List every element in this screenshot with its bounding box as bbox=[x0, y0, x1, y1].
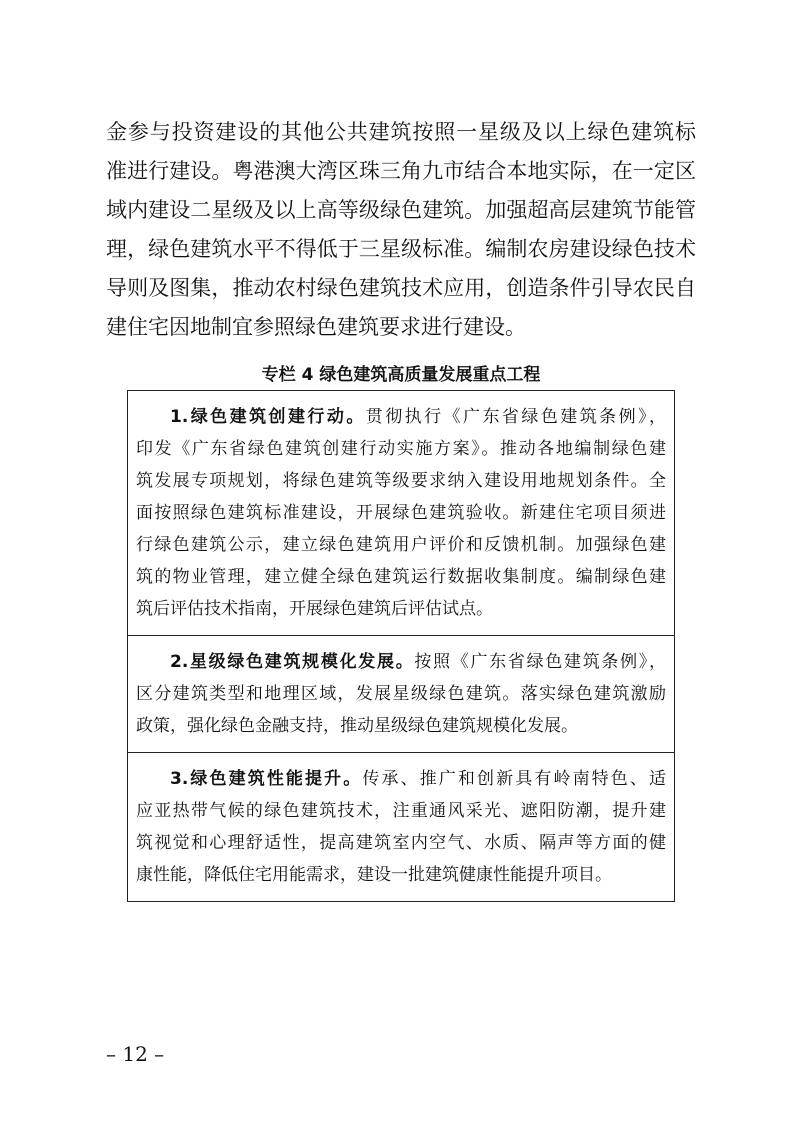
body-line: 建住宅因地制宜参照绿色建筑要求进行建设。 bbox=[106, 315, 526, 339]
box-item-line: 筑视觉和心理舒适性，提高建筑室内空气、水质、隔声等方面的健 bbox=[136, 833, 666, 853]
body-line: 域内建设二星级及以上高等级绿色建筑。加强超高层建筑节能管 bbox=[106, 198, 696, 222]
body-line: 导则及图集，推动农村绿色建筑技术应用，创造条件引导农民自 bbox=[106, 276, 696, 300]
body-paragraph bbox=[106, 113, 696, 347]
box-item-line: 筑的物业管理，建立健全绿色建筑运行数据收集制度。编制绿色建 bbox=[136, 567, 666, 587]
box-item-line: 应亚热带气候的绿色建筑技术，注重通风采光、遮阳防潮，提升建 bbox=[136, 801, 666, 821]
box-item-heading: 1.绿色建筑创建行动。 bbox=[170, 407, 366, 427]
body-line: 理，绿色建筑水平不得低于三星级标准。编制农房建设绿色技术 bbox=[106, 237, 696, 261]
box-item-heading: 3.绿色建筑性能提升。 bbox=[170, 769, 363, 789]
box-item-text: 按照《广东省绿色建筑条例》， bbox=[414, 652, 666, 672]
box-item-line: 行绿色建筑公示，建立绿色建筑用户评价和反馈机制。加强绿色建 bbox=[136, 535, 666, 555]
box-item-line: 筑后评估技术指南，开展绿色建筑后评估试点。 bbox=[136, 599, 493, 619]
box-title: 专栏 4 绿色建筑高质量发展重点工程 bbox=[261, 365, 541, 385]
box-item-line: 康性能，降低住宅用能需求，建设一批建筑健康性能提升项目。 bbox=[136, 865, 612, 885]
box-item-first-line bbox=[136, 401, 666, 433]
box-item-star-rated-scale bbox=[128, 635, 674, 752]
box-item-line: 筑发展专项规划，将绿色建筑等级要求纳入建设用地规划条件。全 bbox=[136, 471, 666, 491]
box-item-first-line bbox=[136, 763, 666, 795]
box-item-text: 贯彻执行《广东省绿色建筑条例》， bbox=[365, 407, 667, 427]
body-line: 金参与投资建设的其他公共建筑按照一星级及以上绿色建筑标 bbox=[106, 120, 696, 144]
feature-box bbox=[127, 390, 675, 902]
body-line: 准进行建设。粤港澳大湾区珠三角九市结合本地实际，在一定区 bbox=[106, 159, 696, 183]
box-item-line: 印发《广东省绿色建筑创建行动实施方案》。推动各地编制绿色建 bbox=[136, 439, 666, 459]
box-item-first-line bbox=[136, 646, 666, 678]
box-item-green-building-creation bbox=[128, 391, 674, 635]
box-item-line: 面按照绿色建筑标准建设，开展绿色建筑验收。新建住宅项目须进 bbox=[136, 503, 666, 523]
box-item-text: 传承、推广和创新具有岭南特色、适 bbox=[362, 769, 666, 789]
box-item-line: 区分建筑类型和地理区域，发展星级绿色建筑。落实绿色建筑激励 bbox=[136, 684, 666, 704]
box-item-heading: 2.星级绿色建筑规模化发展。 bbox=[170, 652, 415, 672]
page-number: – 12 – bbox=[106, 1042, 165, 1066]
box-item-line: 政策，强化绿色金融支持，推动星级绿色建筑规模化发展。 bbox=[136, 716, 578, 736]
box-item-performance-improvement bbox=[128, 752, 674, 901]
